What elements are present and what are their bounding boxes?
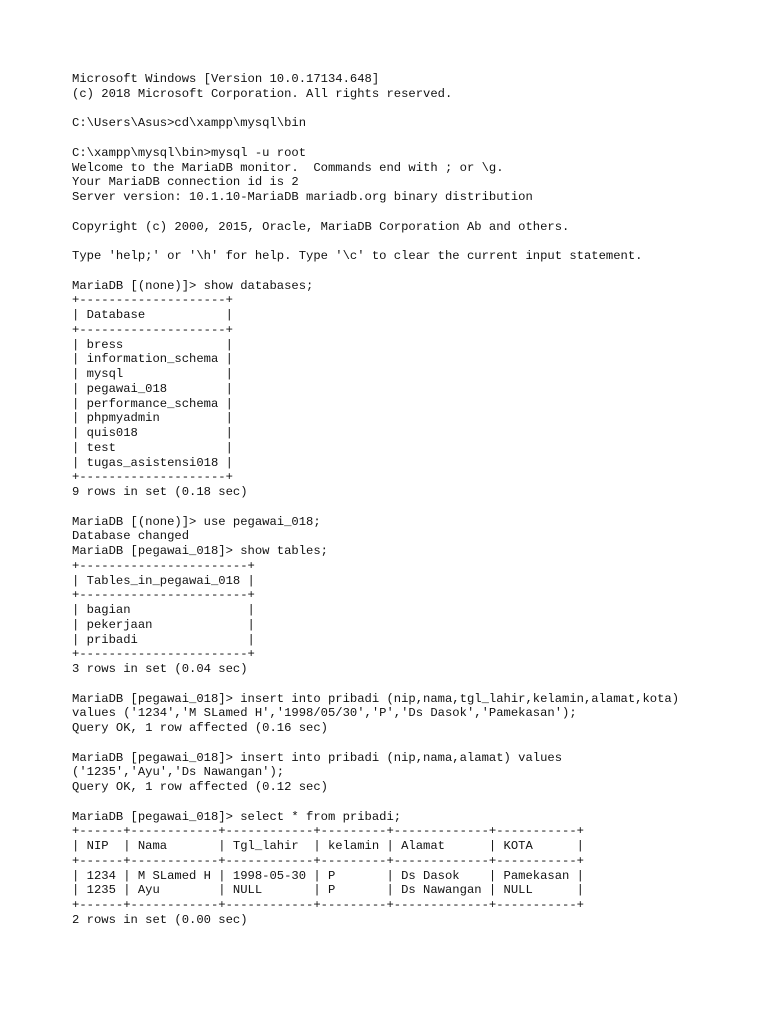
terminal-line: +--------------------+ [72, 322, 233, 337]
terminal-line [72, 131, 752, 146]
terminal-line: 3 rows in set (0.04 sec) [72, 662, 248, 676]
terminal-line: +--------------------+ [72, 470, 233, 485]
terminal-line: | pegawai_018 | [72, 381, 233, 396]
terminal-line: +-----------------------+ [72, 558, 255, 573]
terminal-line: | bagian | [72, 603, 255, 617]
terminal-line: | 1234 | M SLamed H | 1998-05-30 | P | Ds Dasok | Pamekasan | [72, 868, 584, 883]
terminal-line: Copyright (c) 2000, 2015, Oracle, MariaDB Corporation Ab and others. [72, 219, 570, 234]
terminal-line: | pekerjaan | [72, 617, 255, 632]
terminal-line: +--------------------+ [72, 293, 233, 308]
terminal-line [72, 795, 752, 810]
terminal-line [72, 205, 752, 220]
terminal-line [72, 500, 752, 515]
terminal-line: Your MariaDB connection id is 2 [72, 175, 299, 190]
terminal-line: Welcome to the MariaDB monitor. Commands end with ; or \g. [72, 160, 504, 175]
terminal-line [72, 234, 752, 249]
terminal-line [72, 264, 752, 279]
terminal-line: | Tables_in_pegawai_018 | [72, 573, 255, 588]
terminal-line: C:\xampp\mysql\bin>mysql -u root [72, 145, 307, 160]
terminal-line: values ('1234','M SLamed H','1998/05/30','P','Ds Dasok','Pamekasan'); [72, 706, 577, 721]
terminal-line: MariaDB [pegawai_018]> select * from pribadi; [72, 809, 402, 824]
terminal-line: MariaDB [pegawai_018]> show tables; [72, 544, 328, 558]
terminal-line: MariaDB [pegawai_018]> insert into pribadi (nip,nama,alamat) values [72, 750, 563, 765]
terminal-line: Server version: 10.1.10-MariaDB mariadb.org binary distribution [72, 190, 533, 204]
terminal-line: Type 'help;' or '\h' for help. Type '\c' to clear the current input statement. [72, 249, 643, 263]
terminal-line [72, 677, 752, 692]
terminal-line: 2 rows in set (0.00 sec) [72, 912, 248, 927]
terminal-line: | test | [72, 440, 233, 455]
terminal-line [72, 736, 752, 751]
terminal-line: Microsoft Windows [Version 10.0.17134.648] [72, 72, 380, 86]
terminal-line: | 1235 | Ayu | NULL | P | Ds Nawangan | NULL | [72, 883, 584, 898]
terminal-line: | information_schema | [72, 352, 233, 367]
terminal-line: | mysql | [72, 367, 233, 381]
terminal-line: +------+------------+------------+---------+-------------+-----------+ [72, 824, 584, 839]
terminal-line: | pribadi | [72, 632, 255, 647]
terminal-line: | NIP | Nama | Tgl_lahir | kelamin | Alamat | KOTA | [72, 839, 584, 853]
terminal-transcript [72, 72, 752, 928]
terminal-line: | bress | [72, 337, 233, 352]
terminal-line: +------+------------+------------+---------+-------------+-----------+ [72, 898, 584, 912]
terminal-line: Database changed [72, 529, 190, 544]
terminal-line: Query OK, 1 row affected (0.12 sec) [72, 780, 328, 794]
terminal-line: MariaDB [pegawai_018]> insert into pribadi (nip,nama,tgl_lahir,kelamin,alamat,kota) [72, 691, 680, 706]
terminal-line: | performance_schema | [72, 396, 233, 411]
terminal-line: +------+------------+------------+---------+-------------+-----------+ [72, 853, 584, 868]
terminal-line: | Database | [72, 308, 233, 322]
terminal-line: Query OK, 1 row affected (0.16 sec) [72, 721, 328, 735]
terminal-line: | quis018 | [72, 426, 233, 440]
terminal-line: 9 rows in set (0.18 sec) [72, 485, 248, 499]
terminal-line: (c) 2018 Microsoft Corporation. All rights reserved. [72, 86, 453, 101]
terminal-line: MariaDB [(none)]> show databases; [72, 278, 314, 293]
terminal-line: +-----------------------+ [72, 588, 255, 603]
terminal-line: +-----------------------+ [72, 647, 255, 662]
terminal-line: | tugas_asistensi018 | [72, 455, 233, 470]
terminal-line: ('1235','Ayu','Ds Nawangan'); [72, 765, 285, 780]
terminal-line: | phpmyadmin | [72, 411, 233, 426]
terminal-line: C:\Users\Asus>cd\xampp\mysql\bin [72, 116, 307, 131]
terminal-line: MariaDB [(none)]> use pegawai_018; [72, 514, 321, 529]
terminal-line [72, 102, 752, 117]
